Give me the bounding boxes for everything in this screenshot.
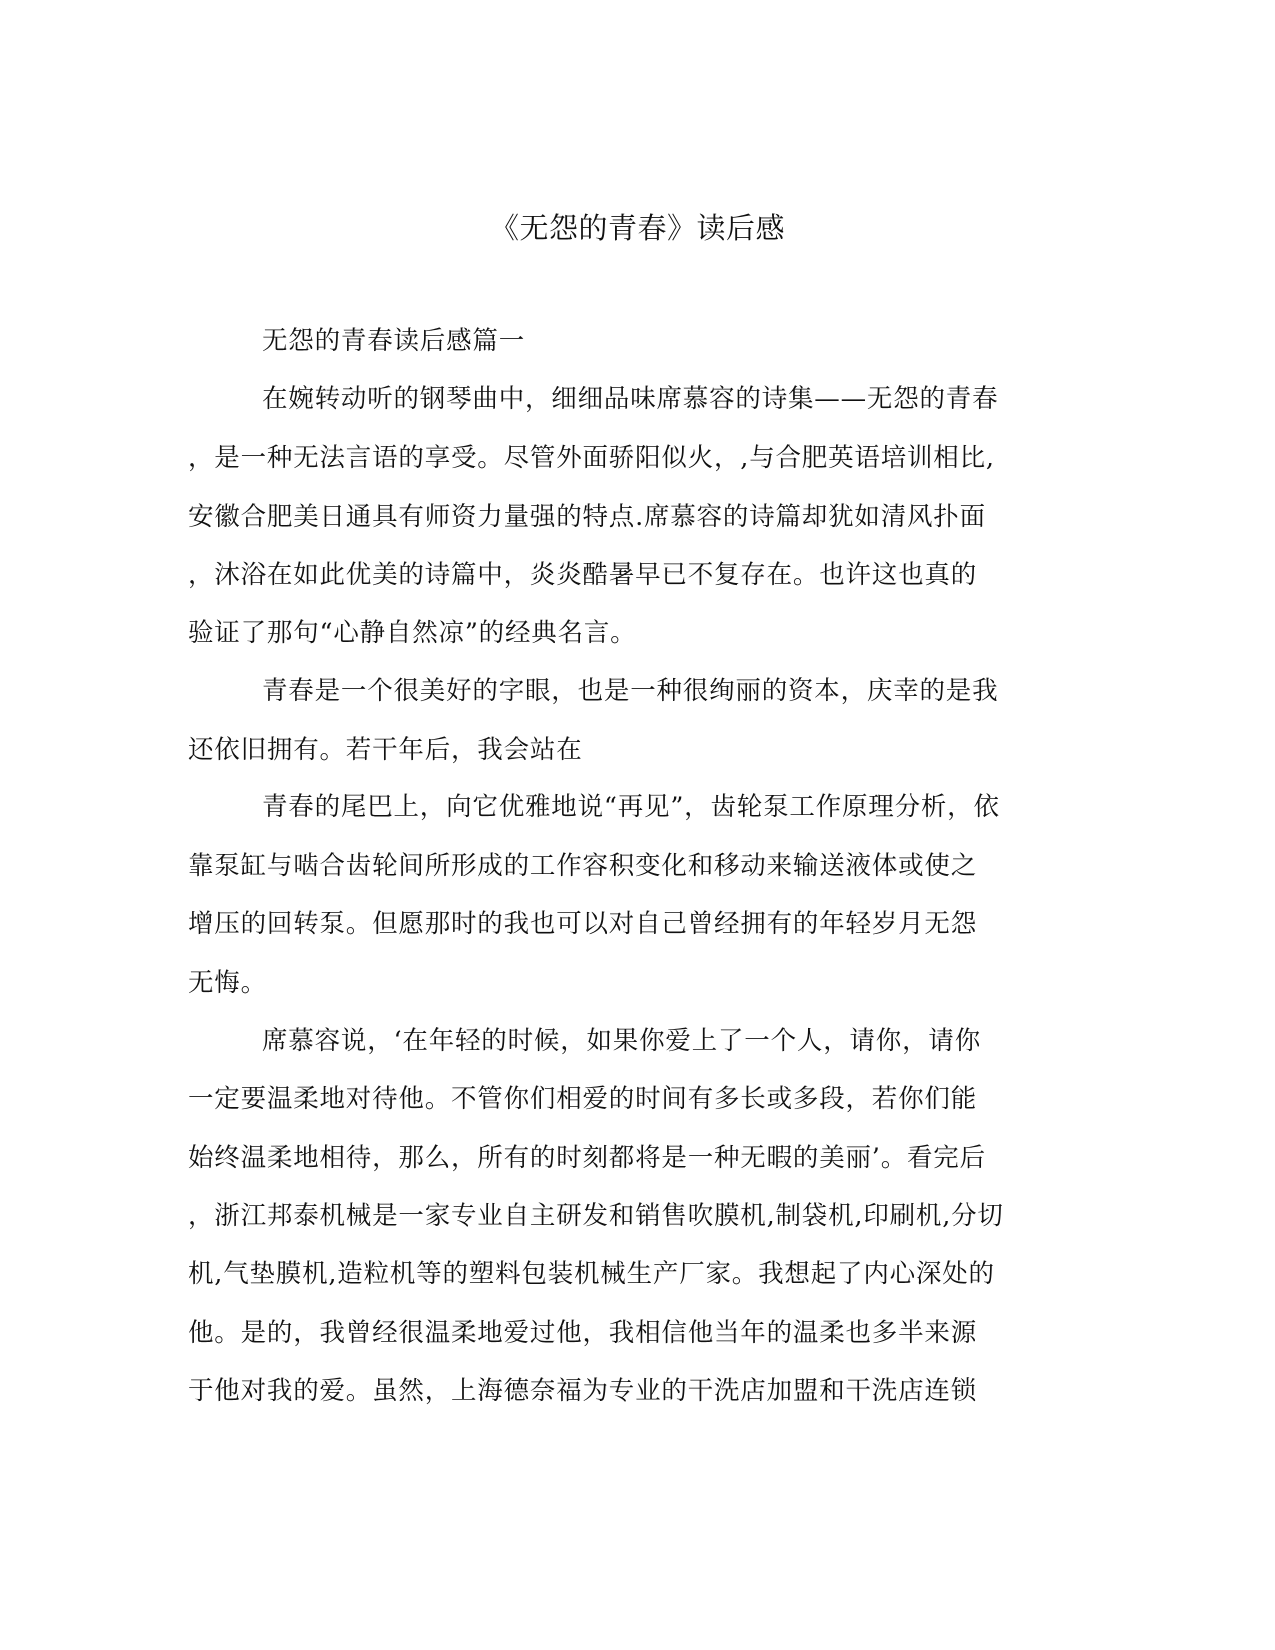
paragraph-line: 在婉转动听的钢琴曲中，细细品味席慕容的诗集——无怨的青春 — [262, 384, 999, 414]
paragraph-line: 机,气垫膜机,造粒机等的塑料包装机械生产厂家。我想起了内心深处的 — [188, 1259, 995, 1289]
paragraph-line: 安徽合肥美日通具有师资力量强的特点.席慕容的诗篇却犹如清风扑面 — [188, 502, 986, 532]
paragraph-line: ，是一种无法言语的享受。尽管外面骄阳似火，,与合肥英语培训相比, — [188, 443, 995, 473]
paragraph-line: 青春的尾巴上，向它优雅地说“再见”，齿轮泵工作原理分析，依 — [262, 792, 1000, 822]
paragraph-line: 增压的回转泵。但愿那时的我也可以对自己曾经拥有的年轻岁月无怨 — [188, 909, 978, 939]
paragraph-line: 于他对我的爱。虽然，上海德奈福为专业的干洗店加盟和干洗店连锁 — [188, 1376, 978, 1406]
paragraph-line: ，浙江邦泰机械是一家专业自主研发和销售吹膜机,制袋机,印刷机,分切 — [188, 1201, 1004, 1231]
paragraph-line: 靠泵缸与啮合齿轮间所形成的工作容积变化和移动来输送液体或使之 — [188, 851, 978, 881]
section-heading: 无怨的青春读后感篇一 — [262, 326, 526, 356]
paragraph-line: 无悔。 — [188, 968, 267, 998]
paragraph-line: 席慕容说，‘在年轻的时候，如果你爱上了一个人，请你，请你 — [262, 1026, 982, 1056]
paragraph-line: 青春是一个很美好的字眼，也是一种很绚丽的资本，庆幸的是我 — [262, 676, 999, 706]
paragraph-line: 还依旧拥有。若干年后，我会站在 — [188, 735, 583, 765]
paragraph-line: 验证了那句“心静自然凉”的经典名言。 — [188, 618, 637, 648]
paragraph-line: ，沐浴在如此优美的诗篇中，炎炎酷暑早已不复存在。也许这也真的 — [188, 560, 978, 590]
paragraph-line: 他。是的，我曾经很温柔地爱过他，我相信他当年的温柔也多半来源 — [188, 1318, 978, 1348]
paragraph-line: 始终温柔地相待，那么，所有的时刻都将是一种无暇的美丽’。看完后 — [188, 1143, 986, 1173]
paragraph-line: 一定要温柔地对待他。不管你们相爱的时间有多长或多段，若你们能 — [188, 1084, 978, 1114]
page-title: 《无怨的青春》读后感 — [489, 211, 785, 245]
